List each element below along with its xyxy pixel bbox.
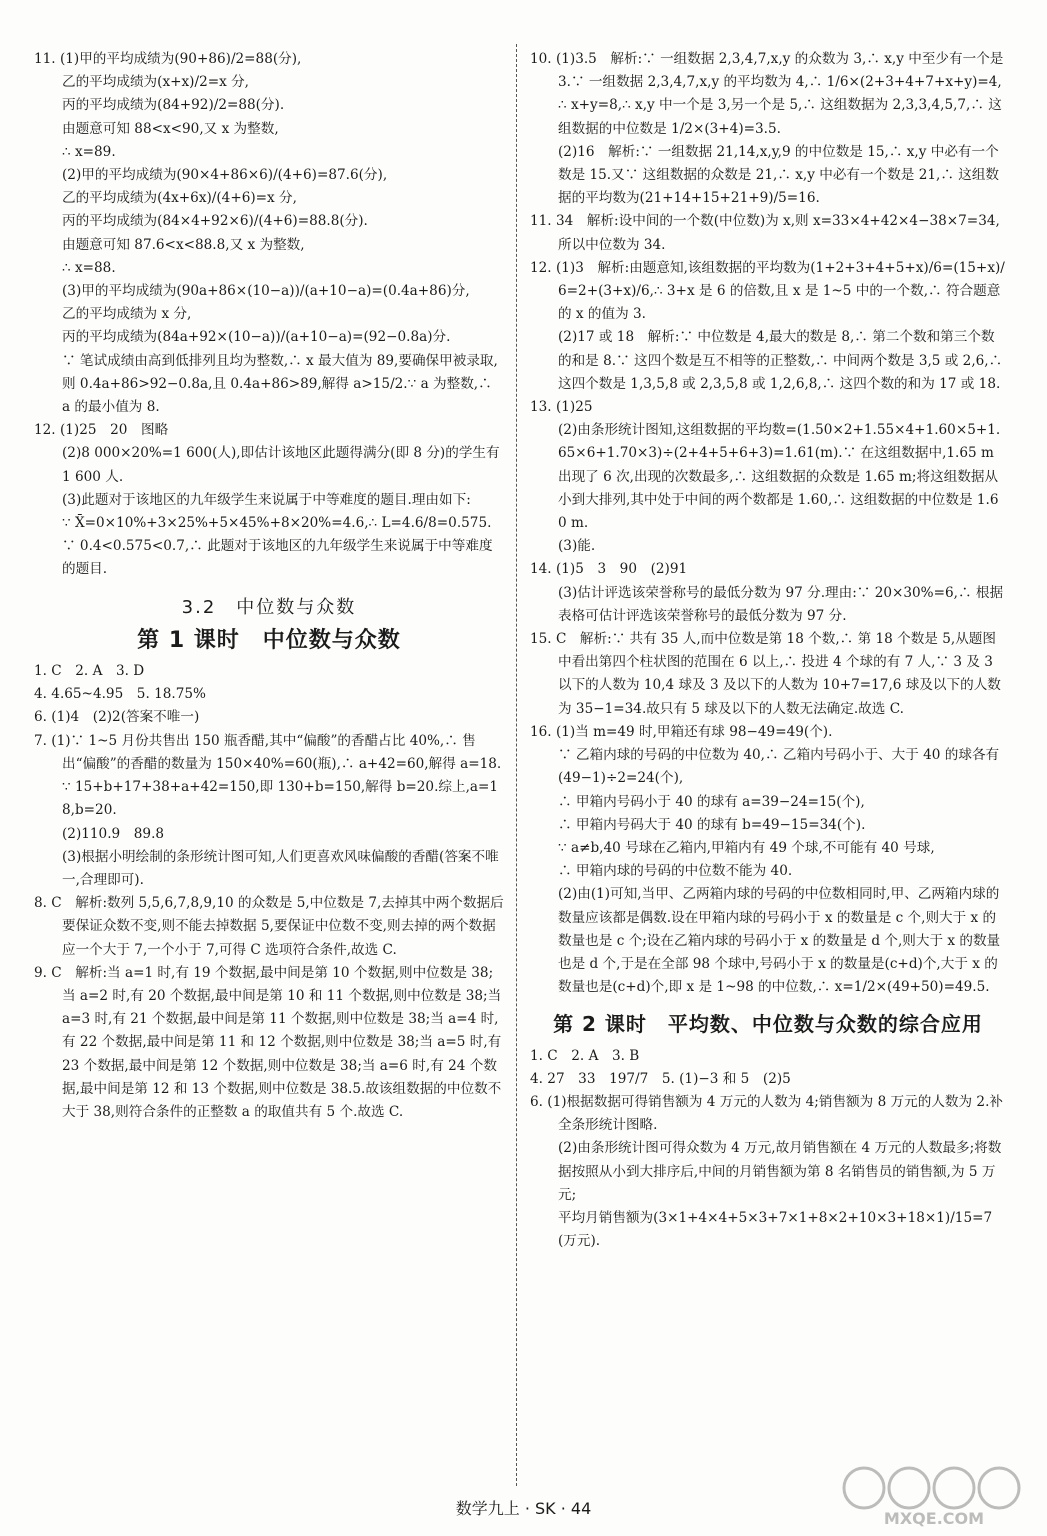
answer-line: (3)甲的平均成绩为(90a+86×(10−a))/(a+10−a)=(0.4a+86)分, — [62, 283, 470, 300]
answer-line: 6. (1)4 (2)2(答案不唯一) — [34, 709, 200, 726]
answer-line: 由题意可知 88<x<90,又 x 为整数, — [62, 120, 279, 137]
answer-line: ∵ 15+b+17+38+a+42=150,即 130+b=150,解得 b=20.综上,a=18,b=20. — [62, 779, 499, 819]
answer-line: ∵ 0.4<0.575<0.7,∴ 此题对于该地区的九年级学生来说属于中等难度的题目. — [62, 538, 493, 578]
answer-line: (2)由(1)可知,当甲、乙两箱内球的号码的中位数相同时,甲、乙两箱内球的数量应该都是偶数.设在甲箱内球的号码小于 x 的数量是 c 个,则大于 x 的数量也是 c 个;设在乙箱内球的号码小于 x 的数量是 d 个,则大于 x 的数量也是 d 个,于是在全部 98 个球中,号码小于 x 的数量是(c+d)个,大于 x 的数量也是(c+d)个,即 x 是 1~98 的中位数,∴ x=1/2×(49+50)=49.5. — [558, 886, 1001, 996]
answer-line: ∵ X̄=0×10%+3×25%+5×45%+8×20%=4.6,∴ L=4.6/8=0.575. — [62, 515, 492, 532]
answer-line: 15. C 解析:∵ 共有 35 人,而中位数是第 18 个数,∴ 第 18 个数是 5,从题图中看出第四个柱状图的范围在 6 以上,∴ 投进 4 个球的有 7 人,∵ 3 及 3 以下的人数为 10,4 球及 3 及以下的人数为 10+7=17,6 球及以下的人数为 35−1=34.故只有 5 球及以下的人数无法确定.故选 C. — [530, 631, 1001, 717]
answer-line: (2)8 000×20%=1 600(人),即估计该地区此题得满分(即 8 分)的学生有 1 600 人. — [62, 445, 500, 485]
answer-line: 乙的平均成绩为(4x+6x)/(4+6)=x 分, — [62, 190, 297, 207]
answer-line: 14. (1)5 3 90 (2)91 — [530, 561, 688, 578]
answer-line: ∴ x=89. — [62, 143, 116, 160]
answer-line: 8. C 解析:数列 5,5,6,7,8,9,10 的众数是 5,中位数是 7,去掉其中两个数据后要保证众数不变,则不能去掉数据 5,要保证中位数不变,则去掉的两个数据应一个大于 7,一个小于 7,可得 C 选项符合条件,故选 C. — [34, 895, 504, 958]
answer-line: 6. (1)根据数据可得销售额为 4 万元的人数为 4;销售额为 8 万元的人数为 2.补全条形统计图略. — [530, 1093, 1003, 1134]
answer-line: ∴ 甲箱内号码小于 40 的球有 a=39−24=15(个), — [558, 793, 865, 810]
answer-line: ∴ 甲箱内号码大于 40 的球有 b=49−15=34(个). — [558, 816, 866, 833]
answer-line: (3)能. — [558, 538, 596, 555]
answer-line: 平均月销售额为(3×1+4×4+5×3+7×1+8×2+10×3+18×1)/15=7(万元). — [558, 1209, 993, 1250]
lesson-heading-1: 第 1 课时 中位数与众数 — [137, 627, 401, 653]
watermark-graphic — [839, 1458, 1029, 1528]
answer-line: 丙的平均成绩为(84a+92×(10−a))/(a+10−a)=(92−0.8a)分. — [62, 329, 451, 346]
answer-line: 4. 27 33 197/7 5. (1)−3 和 5 (2)5 — [530, 1070, 791, 1087]
answer-line: 12. (1)3 解析:由题意知,该组数据的平均数为(1+2+3+4+5+x)/6=(15+x)/6=2+(3+x)/6,∴ 3+x 是 6 的倍数,且 x 是 1~5 中的一个数,∴ 符合题意的 x 的值为 3. — [530, 259, 1005, 323]
answer-line: ∵ 乙箱内球的号码的中位数为 40,∴ 乙箱内号码小于、大于 40 的球各有(49−1)÷2=24(个), — [558, 747, 1000, 787]
answer-line: 10. (1)3.5 解析:∵ 一组数据 2,3,4,7,x,y 的众数为 3,∴ x,y 中至少有一个是 3.∵ 一组数据 2,3,4,7,x,y 的平均数为 4,∴ 1/6×(2+3+4+7+x+y)=4,∴ x+y=8,∴ x,y 中一个是 3,另一个是 5,∴ 这组数据为 2,3,3,4,5,7,∴ 这组数据的中位数是 1/2×(3+4)=3.5. — [530, 51, 1004, 137]
answer-line: 11. (1)甲的平均成绩为(90+86)/2=88(分), — [34, 51, 302, 67]
answer-line: (3)估计评选该荣誉称号的最低分数为 97 分.理由:∵ 20×30%=6,∴ 根据表格可估计评选该荣誉称号的最低分数为 97 分. — [558, 584, 1004, 624]
left-column — [34, 48, 504, 1124]
answer-line: 1. C 2. A 3. B — [530, 1047, 640, 1064]
page-footer: 数学九上 · SK · 44 — [455, 1499, 592, 1518]
right-answers-part-1 — [530, 48, 1006, 999]
answer-line: 9. C 解析:当 a=1 时,有 19 个数据,最中间是第 10 个数据,则中位数是 38;当 a=2 时,有 20 个数据,最中间是第 10 和 11 个数据,则中位数是 38;当 a=3 时,有 21 个数据,最中间是第 11 个数据,则中位数是 38;当 a=4 时,有 22 个数据,最中间是第 11 和 12 个数据,则中位数是 38;当 a=5 时,有 23 个数据,最中间是第 12 个数据,则中位数是 38;当 a=6 时,有 24 个数据,最中间是第 12 和 13 个数据,则中位数是 38.5.故该组数据的中位数不大于 38,则符合条件的正整数 a 的取值共有 5 个.故选 C. — [34, 964, 502, 1120]
answer-line: 16. (1)当 m=49 时,甲箱还有球 98−49=49(个). — [530, 723, 833, 740]
answer-line: 丙的平均成绩为(84+92)/2=88(分). — [62, 97, 285, 114]
svg-text:MXQE.COM: MXQE.COM — [883, 1509, 985, 1528]
answer-line: (2)甲的平均成绩为(90×4+86×6)/(4+6)=87.6(分), — [62, 167, 388, 184]
answer-line: ∵ 笔试成绩由高到低排列且均为整数,∴ x 最大值为 89,要确保甲被录取,则 0.4a+86>92−0.8a,且 0.4a+86>89,解得 a>15/2.∵ a 为整数,∴ a 的最小值为 8. — [62, 352, 498, 416]
column-divider — [516, 44, 517, 1486]
answer-line: 7. (1)∵ 1~5 月份共售出 150 瓶香醋,其中“偏酸”的香醋占比 40%,∴ 售出“偏酸”的香醋的数量为 150×40%=60(瓶),∴ a+42=60,解得 a=18. — [34, 732, 502, 772]
answer-line: 4. 4.65~4.95 5. 18.75% — [34, 686, 206, 703]
answer-line: ∴ 甲箱内球的号码的中位数不能为 40. — [558, 863, 793, 880]
answer-line: 11. 34 解析:设中间的一个数(中位数)为 x,则 x=33×4+42×4−38×7=34,所以中位数为 34. — [530, 213, 1000, 253]
answer-line: 1. C 2. A 3. D — [34, 663, 145, 680]
answer-line: 由题意可知 87.6<x<88.8,又 x 为整数, — [62, 236, 305, 253]
answer-line: ∴ x=88. — [62, 259, 116, 276]
watermark-logo — [839, 1458, 1029, 1528]
answer-line: ∵ a≠b,40 号球在乙箱内,甲箱内有 49 个球,不可能有 40 号球, — [558, 839, 935, 856]
answer-line: 12. (1)25 20 图略 — [34, 422, 169, 439]
right-column — [530, 48, 1006, 1253]
answer-line: (2)110.9 89.8 — [62, 825, 165, 842]
answer-line: (2)由条形统计图可得众数为 4 万元,故月销售额在 4 万元的人数最多;将数据按照从小到大排序后,中间的月销售额为第 8 名销售员的销售额,为 5 万元; — [558, 1140, 1002, 1203]
section-heading: 3.2 中位数与众数 — [181, 596, 357, 618]
answer-line: 丙的平均成绩为(84×4+92×6)/(4+6)=88.8(分). — [62, 213, 368, 230]
answer-line: 乙的平均成绩为 x 分, — [62, 306, 192, 323]
right-answers-part-2 — [530, 1045, 1006, 1254]
answer-line: (2)17 或 18 解析:∵ 中位数是 4,最大的数是 8,∴ 第二个数和第三个数的和是 8.∵ 这四个数是互不相等的正整数,∴ 中间两个数是 3,5 或 2,6,∴ 这四个数是 1,3,5,8 或 2,3,5,8 或 1,2,6,8,∴ 这四个数的和为 17 或 18. — [558, 329, 1003, 392]
answer-line: (3)根据小明绘制的条形统计图可知,人们更喜欢风味偏酸的香醋(答案不唯一,合理即可). — [62, 848, 499, 888]
left-answers-part-1 — [34, 48, 504, 582]
lesson-heading-2: 第 2 课时 平均数、中位数与众数的综合应用 — [553, 1012, 983, 1037]
answer-line: (2)由条形统计图知,这组数据的平均数=(1.50×2+1.55×4+1.60×5+1.65×6+1.70×3)÷(2+4+5+6+3)=1.61(m).∵ 在这组数据中,1.65 m 出现了 6 次,出现的次数最多,∴ 这组数据的众数是 1.65 m;将这组数据从小到大排列,其中处于中间的两个数都是 1.60,∴ 这组数据的中位数是 1.60 m. — [558, 422, 1001, 532]
left-answers-part-2 — [34, 660, 504, 1124]
answer-line: 乙的平均成绩为(x+x)/2=x 分, — [62, 74, 250, 91]
answer-line: (3)此题对于该地区的九年级学生来说属于中等难度的题目.理由如下: — [62, 491, 471, 508]
answer-line: 13. (1)25 — [530, 399, 593, 416]
answer-line: (2)16 解析:∵ 一组数据 21,14,x,y,9 的中位数是 15,∴ x,y 中必有一个数是 15.又∵ 这组数据的众数是 21,∴ x,y 中必有一个数是 21,∴ 这组数据的平均数为(21+14+15+21+9)/5=16. — [558, 143, 1000, 207]
